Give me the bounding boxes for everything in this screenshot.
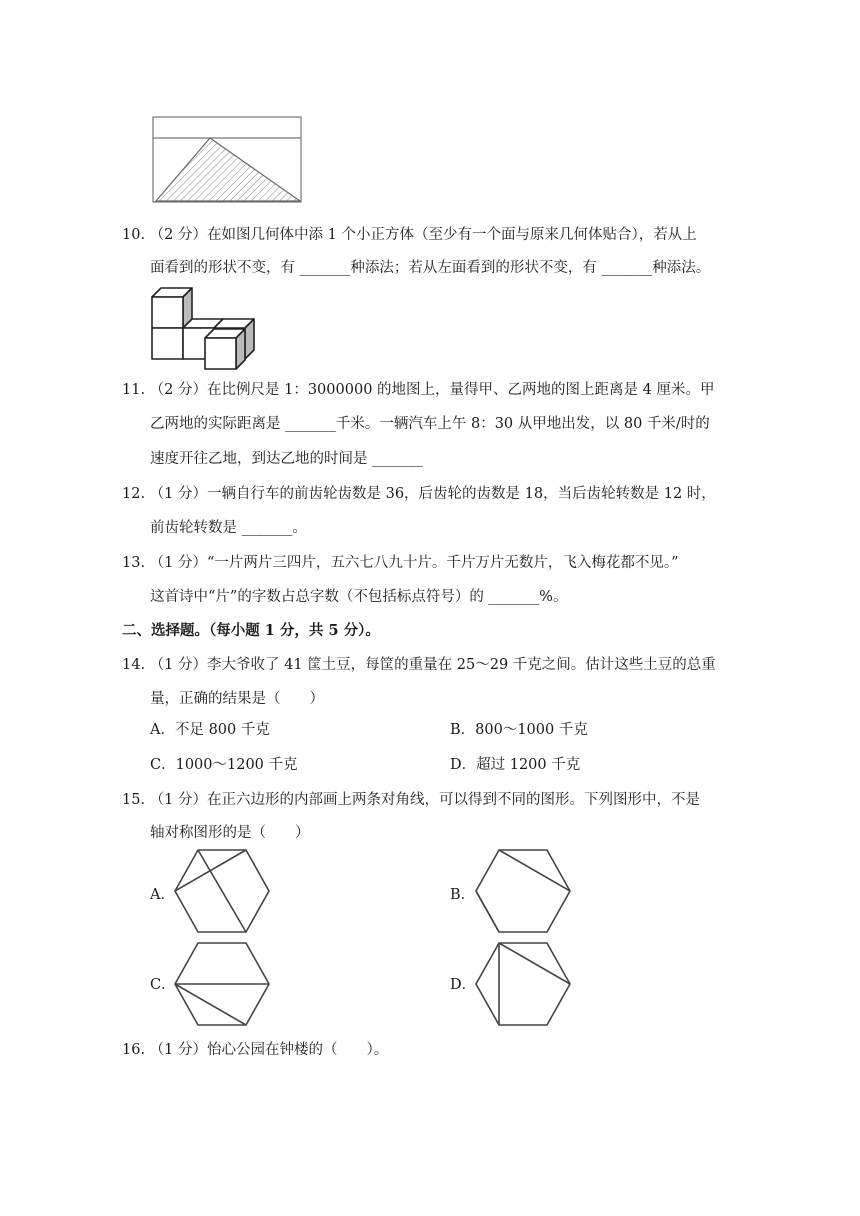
q11-line1: 11. （2 分）在比例尺是 1：3000000 的地图上，量得甲、乙两地的图上距离是 4 厘米。甲: [122, 382, 715, 398]
hexagon-option-b[interactable]: [473, 847, 573, 937]
q14-option-d[interactable]: D．超过 1200 千克: [450, 757, 581, 773]
q14-option-c[interactable]: C．1000～1200 千克: [150, 757, 298, 773]
q13-line1: 13. （1 分）“一片两片三四片，五六七八九十片。千片万片无数片，飞入梅花都不见。”: [122, 555, 679, 571]
q15-option-c-label[interactable]: C．: [150, 977, 176, 993]
q15-option-b-label[interactable]: B．: [450, 887, 476, 903]
section-heading: 二、选择题。（每小题 1 分，共 5 分）。: [122, 622, 380, 639]
q15-line2: 轴对称图形的是（ ）: [150, 825, 310, 841]
q12-line2: 前齿轮转数是 _______。: [150, 520, 307, 536]
q11-line2: 乙两地的实际距离是 _______千米。一辆汽车上午 8：30 从甲地出发，以 80 千米/时的: [150, 416, 710, 432]
q10-line1: 10. （2 分）在如图几何体中添 1 个小正方体（至少有一个面与原来几何体贴合），若从上: [122, 227, 697, 243]
q13-line2: 这首诗中“片”的字数占总字数（不包括标点符号）的 _______%。: [150, 589, 568, 605]
q15-option-d-label[interactable]: D．: [450, 977, 477, 993]
rectangle-triangle-figure: [152, 116, 302, 204]
hexagon-option-c[interactable]: [172, 940, 272, 1030]
q10-line2: 面看到的形状不变，有 _______种添法；若从左面看到的形状不变，有 _______种添法。: [150, 260, 711, 276]
q15-line1: 15. （1 分）在正六边形的内部画上两条对角线，可以得到不同的图形。下列图形中，不是: [122, 792, 700, 808]
hexagon-option-a[interactable]: [172, 847, 272, 937]
q11-line3: 速度开往乙地，到达乙地的时间是 _______: [150, 451, 423, 467]
hexagon-option-d[interactable]: [473, 940, 573, 1030]
q16-line1: 16. （1 分）怡心公园在钟楼的（ ）。: [122, 1042, 389, 1058]
cube-figure: [150, 286, 262, 372]
q15-option-a-label[interactable]: A．: [150, 887, 175, 903]
q14-line1: 14. （1 分）李大爷收了 41 筐土豆，每筐的重量在 25～29 千克之间。估计这些土豆的总重: [122, 657, 716, 673]
q14-line2: 量，正确的结果是（ ）: [150, 691, 324, 707]
q12-line1: 12. （1 分）一辆自行车的前齿轮齿数是 36，后齿轮的齿数是 18，当后齿轮转数是 12 时，: [122, 486, 716, 502]
q14-option-b[interactable]: B．800～1000 千克: [450, 722, 588, 738]
q14-option-a[interactable]: A．不足 800 千克: [150, 722, 270, 738]
